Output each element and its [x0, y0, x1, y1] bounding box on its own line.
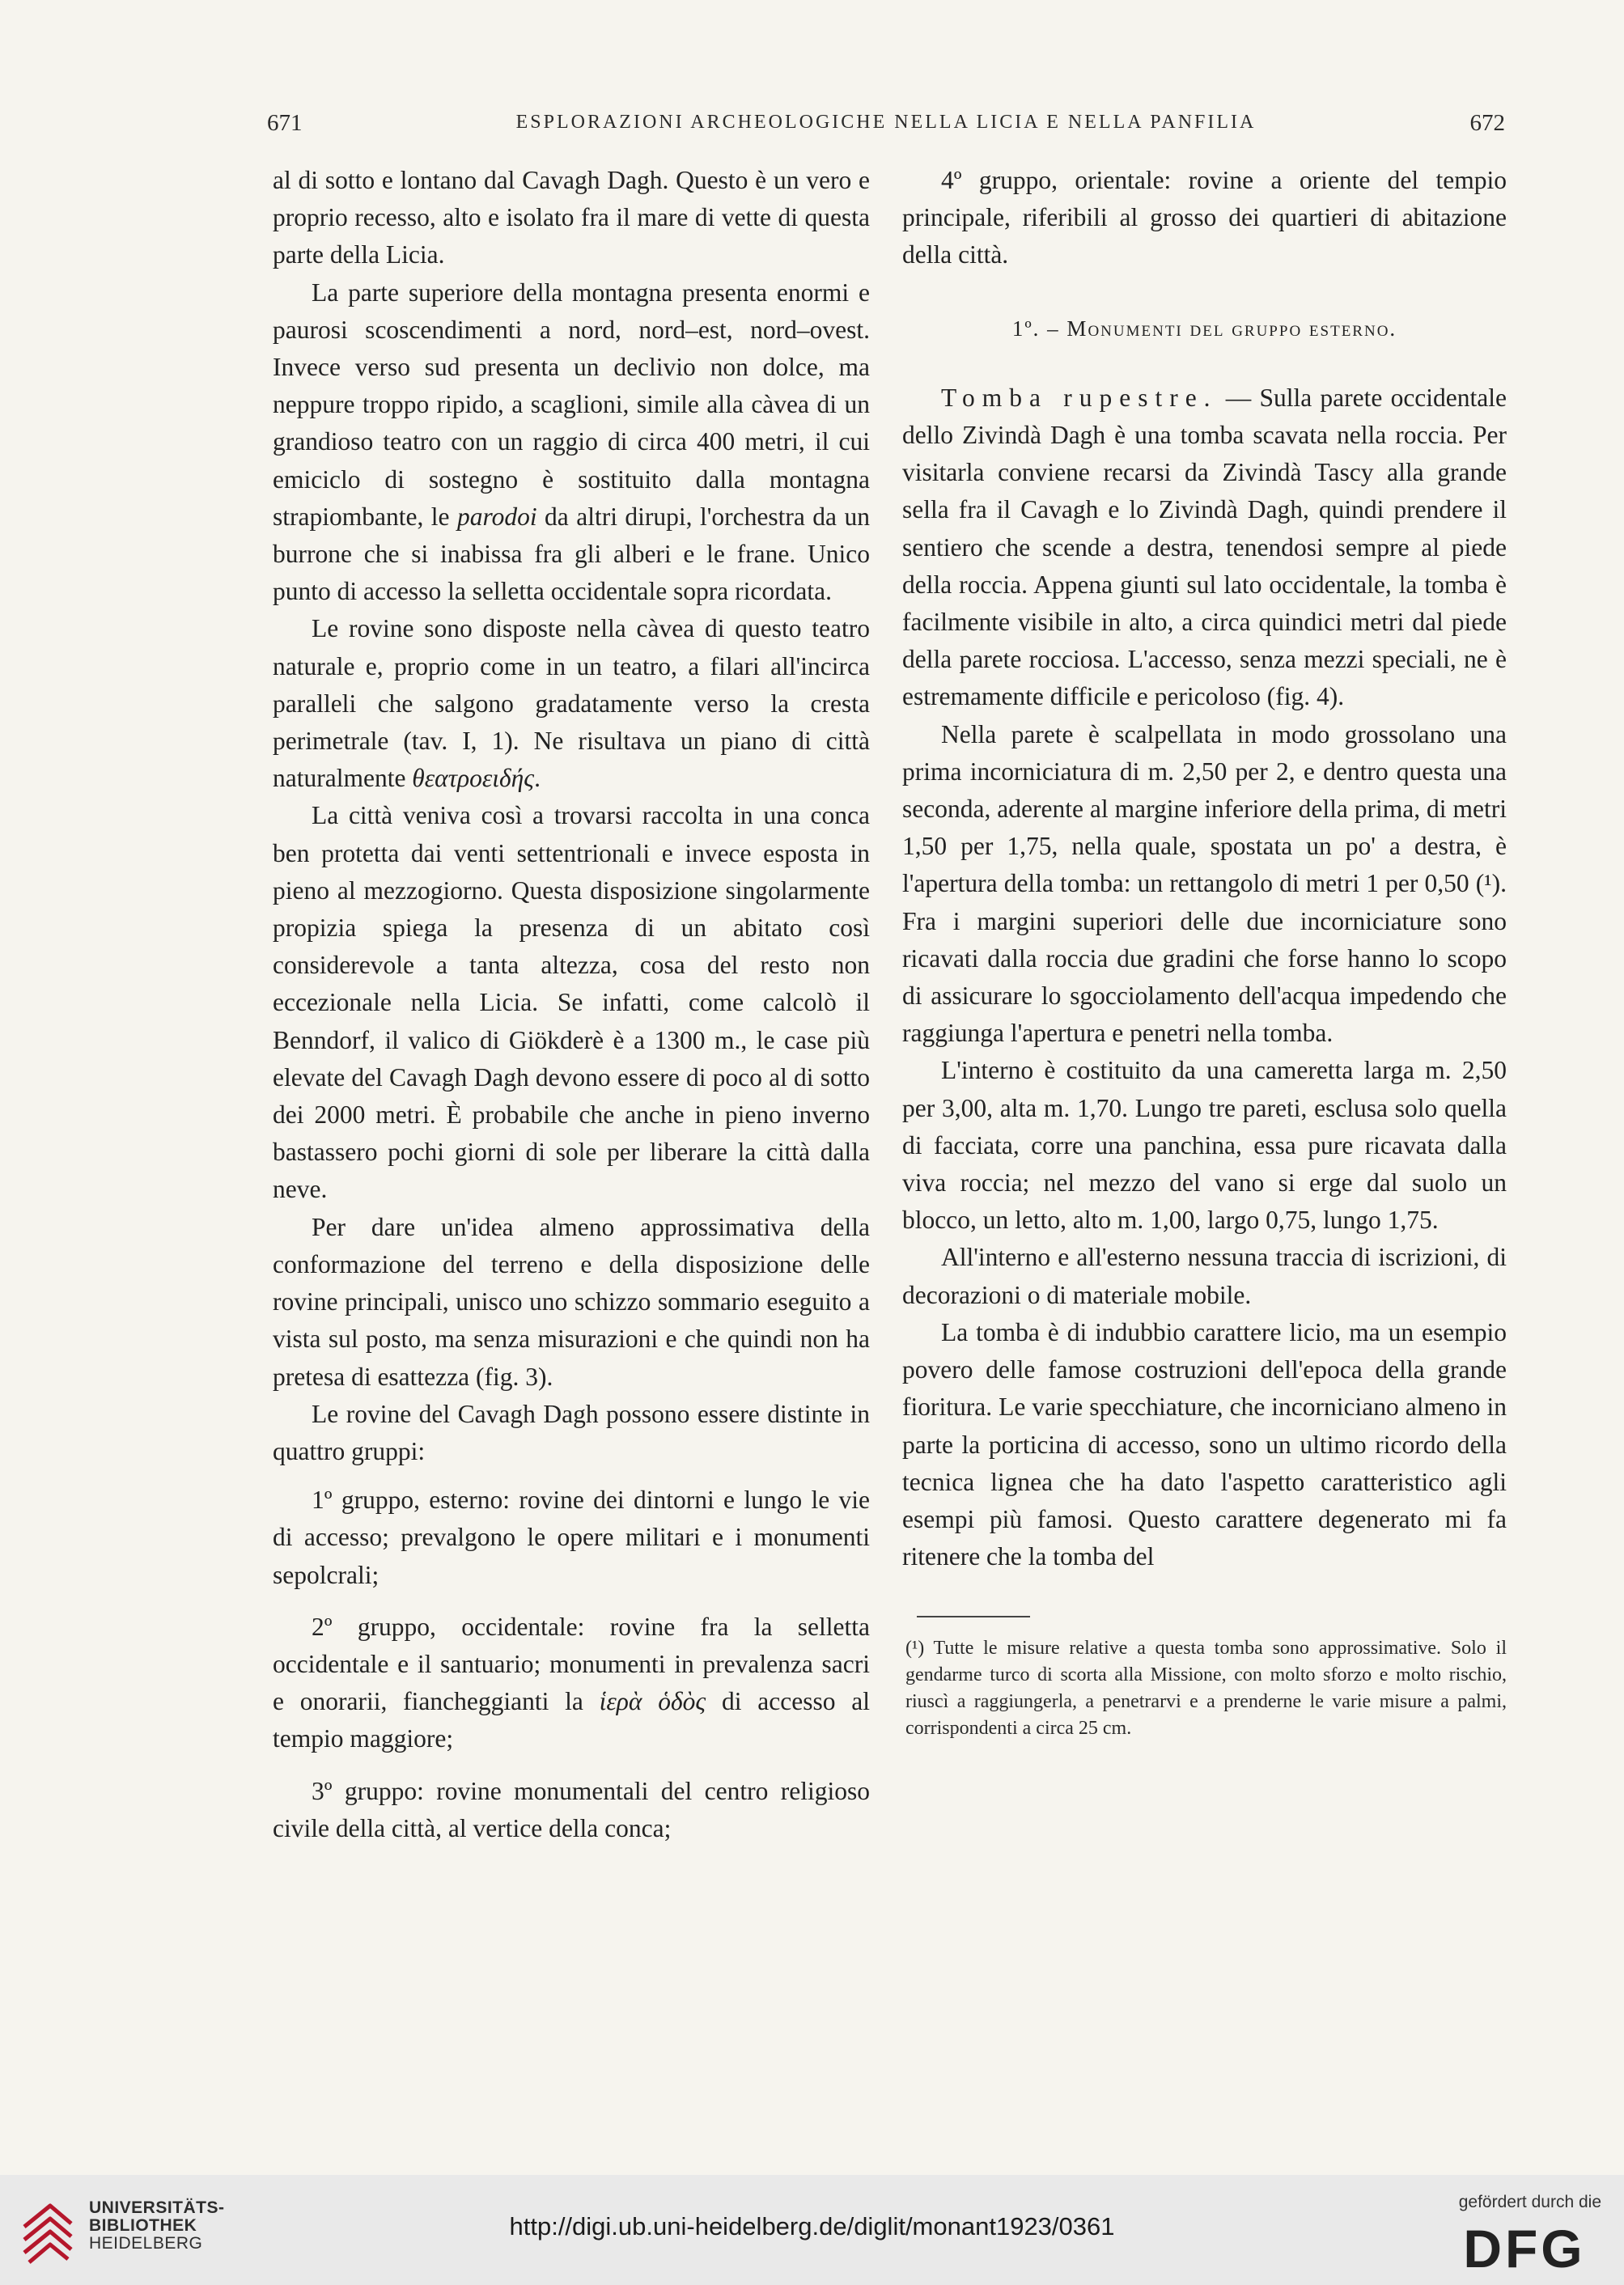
- library-name: UNIVERSITÄTS- BIBLIOTHEK HEIDELBERG: [89, 2198, 225, 2253]
- group-item: 2º gruppo, occidentale: rovine fra la selletta occidentale e il santuario; monumenti in prevalenza sacri e onorarii, fiancheggianti la ἱερὰ ὁδὸς di accesso al tempio maggiore;: [273, 1612, 870, 1753]
- paragraph: L'interno è costituito da una cameretta larga m. 2,50 per 3,00, alta m. 1,70. Lungo tre pareti, esclusa solo quella di facciata, corre una panchina, essa pure ricavata dalla viva roccia; nel mezzo del vano si erge dal suolo un blocco, un letto, alto m. 1,00, largo 0,75, lungo 1,75.: [902, 1056, 1507, 1235]
- right-column: [902, 162, 1507, 1742]
- page-number-right: 672: [1469, 110, 1505, 136]
- footnote: (¹) Tutte le misure relative a questa tomba sono approssimative. Solo il gendarme turco di scorta alla Missione, con molto sforzo e molto rischio, riuscì a raggiungerla, a penetrarvi e a prenderne le varie misure a palmi, corrispondenti a circa 25 cm.: [905, 1638, 1507, 1740]
- section-heading: 1º. – Monumenti del gruppo esterno.: [1011, 316, 1397, 341]
- page-number-left: 671: [267, 110, 303, 136]
- paragraph: al di sotto e lontano dal Cavagh Dagh. Questo è un vero e proprio recesso, alto e isolato fra il mare di vette di questa parte della Licia.: [273, 166, 870, 269]
- spaced-subheading: Tomba rupestre.: [941, 383, 1218, 412]
- paragraph: La tomba è di indubbio carattere licio, ma un esempio povero delle famose costruzioni dell'epoca della grande fioritura. Le varie specchiature, che incorniciano almeno in parte la porticina di accesso, sono un ultimo ricordo della tecnica lignea che ha dato l'aspetto caratteristico agli esempi più famosi. Questo carattere degenerato mi fa ritenere che la tomba del: [902, 1317, 1507, 1571]
- dfg-logo[interactable]: [1448, 2222, 1601, 2270]
- greek-term: ἱερὰ ὁδὸς: [599, 1687, 706, 1716]
- group-item: 1º gruppo, esterno: rovine dei dintorni e lungo le vie di accesso; prevalgono le opere militari e i monumenti sepolcrali;: [273, 1486, 870, 1589]
- svg-text:DFG: DFG: [1463, 2222, 1586, 2270]
- paragraph: All'interno e all'esterno nessuna traccia di iscrizioni, di decorazioni o di materiale mobile.: [902, 1243, 1507, 1309]
- paragraph: Le rovine del Cavagh Dagh possono essere distinte in quattro gruppi:: [273, 1399, 870, 1465]
- paragraph: Le rovine sono disposte nella càvea di questo teatro naturale e, proprio come in un teatro, a filari all'incirca paralleli che salgono gradatamente verso la cresta perimetrale (tav. I, 1). Ne risultava un piano di città naturalmente θεατροειδής.: [273, 614, 870, 793]
- group-item: 4º gruppo, orientale: rovine a oriente del tempio principale, riferibili al grosso dei quartieri di abitazione della città.: [902, 166, 1507, 269]
- permalink-url[interactable]: http://digi.ub.uni-heidelberg.de/diglit/monant1923/0361: [509, 2212, 1115, 2240]
- paragraph: La parte superiore della montagna presenta enormi e paurosi scoscendimenti a nord, nord–est, nord–ovest. Invece verso sud presenta un declivio non dolce, ma neppure troppo ripido, a scaglioni, simile alla càvea di un grandioso teatro con un raggio di circa 400 metri, il cui emiciclo di sostegno è sostituito dalla montagna strapiombante, le parodoi da altri dirupi, l'orchestra da un burrone che si inabissa fra gli alberi e le frane. Unico punto di accesso la selletta occidentale sopra ricordata.: [273, 278, 870, 606]
- running-title: ESPLORAZIONI ARCHEOLOGICHE NELLA LICIA E NELLA PANFILIA: [515, 112, 1257, 133]
- paragraph: Tomba rupestre. — Sulla parete occidentale dello Zivindà Dagh è una tomba scavata nella roccia. Per visitarla conviene recarsi da Zivindà Tascy alla grande sella fra il Cavagh e lo Zivindà Dagh, quindi prendere il sentiero che scende a destra, tenendosi sempre al piede della roccia. Appena giunti sul lato occidentale, la tomba è facilmente visibile in alto, a circa quindici metri dal piede della parete rocciosa. L'accesso, senza mezzi speciali, ne è estremamente difficile e pericoloso (fig. 4).: [902, 383, 1507, 711]
- funding-label: gefördert durch die: [1458, 2193, 1601, 2211]
- paragraph: La città veniva così a trovarsi raccolta in una conca ben protetta dai venti settentrionali e invece esposta in pieno al mezzogiorno. Questa disposizione singolarmente propizia spiega la presenza di un abitato così considerevole a tanta altezza, cosa del resto non eccezionale nella Licia. Se infatti, come calcolò il Benndorf, il valico di Giökderè è a 1300 m., le case più elevate del Cavagh Dagh devono essere di poco al di sotto dei 2000 metri. È probabile che anche in pieno inverno bastassero pochi giorni di sole per liberare la città dalla neve.: [273, 801, 870, 1204]
- italic-term: parodoi: [456, 502, 537, 531]
- greek-term: θεατροειδής: [412, 764, 535, 793]
- paragraph: Per dare un'idea almeno approssimativa della conformazione del terreno e della disposizione delle rovine principali, unisco uno schizzo sommario eseguito a vista sul posto, ma senza misurazioni e che quindi non ha pretesa di esattezza (fig. 3).: [273, 1212, 870, 1391]
- viewer-footer: [0, 2175, 1624, 2285]
- footnote-divider: [917, 1616, 1030, 1617]
- group-item: 3º gruppo: rovine monumentali del centro religioso civile della città, al vertice della conca;: [273, 1776, 870, 1842]
- running-head: [267, 110, 1505, 142]
- left-column: [273, 162, 870, 1847]
- paragraph: Nella parete è scalpellata in modo grossolano una prima incorniciatura di m. 2,50 per 2, e dentro questa una seconda, aderente al margine inferiore della prima, di metri 1,50 per 1,75, nella quale, spostata un po' a destra, è l'apertura della tomba: un rettangolo di metri 1 per 0,50 (¹). Fra i margini superiori delle due incorniciature sono ricavati dalla roccia due gradini che forse hanno lo scopo di assicurare lo sgocciolamento dell'acqua impedendo che raggiunga l'apertura e penetri nella tomba.: [902, 719, 1507, 1048]
